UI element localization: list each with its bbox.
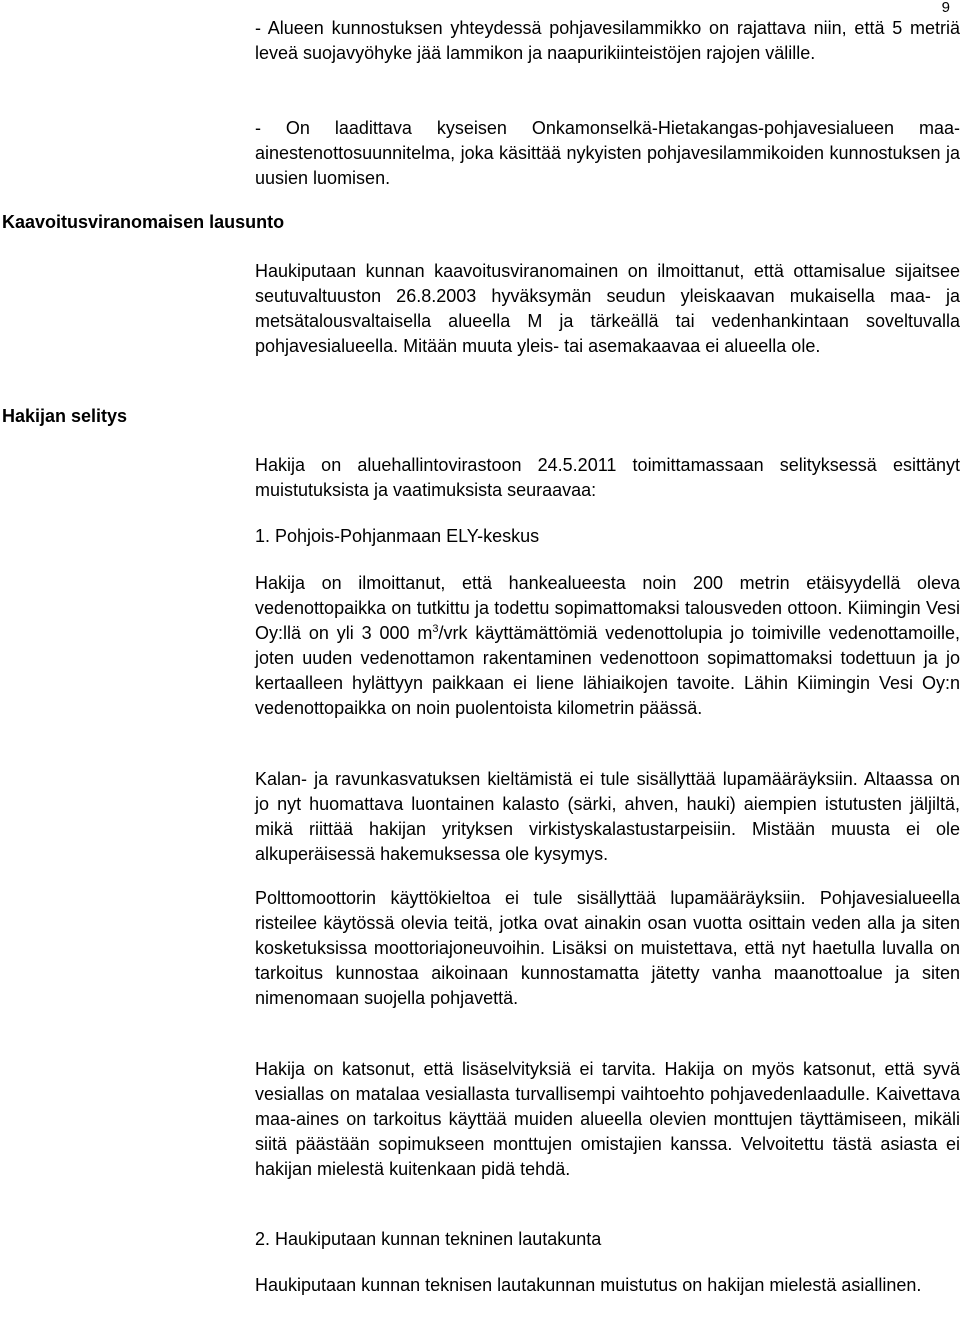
- side-heading-lausunto: Kaavoitusviranomaisen lausunto: [2, 212, 285, 232]
- side-heading-selitys: Hakijan selitys: [2, 406, 128, 426]
- paragraph-vedenottopaikka-text-1: Hakija on ilmoittanut, että hankealueesta noin 200 metrin etäisyydellä oleva vedenottopaikka on tutkittu ja todettu sopimattomaksi talousveden ottoon. Kiimingin Vesi Oy:llä on yli 3 000 m: [255, 573, 960, 643]
- page-number: 9: [941, 0, 950, 16]
- paragraph-vedenottopaikka-text-2: /vrk käyttämättömiä vedenottolupia jo toimiville vedenottamoille, joten uuden vedenottamon rakentaminen vedenottoon sopimattomaksi todettuun ja jo kertaalleen hylättyyn paikkaan ei liene lähiaikojen tavoite. Lähin Kiimingin Vesi Oy:n vedenottopaikka on noin puolentoista kilometrin päässä.: [255, 623, 960, 718]
- paragraph-vedenottopaikka: [255, 571, 960, 721]
- section-heading-ely: 1. Pohjois-Pohjanmaan ELY-keskus: [255, 526, 540, 546]
- paragraph-kaavoitus: Haukiputaan kunnan kaavoitusviranomainen on ilmoittanut, että ottamisalue sijaitsee seutuvaltuuston 26.8.2003 hyväksymän seudun yleiskaavan mukaisella maa- ja metsätalousvaltaisella alueella M ja tärkeällä tai vedenhankintaan soveltuvalla pohjavesialueella. Mitään muuta yleis- tai asemakaavaa ei alueella ole.: [255, 261, 960, 356]
- paragraph-kalankasvatus: Kalan- ja ravunkasvatuksen kieltämistä ei tule sisällyttää lupamääräyksiin. Altaassa on jo nyt huomattava luontainen kalasto (särki, ahven, hauki) aiempien istutusten jäljiltä, mikä riittää hakijan yrityksen virkistyskalastustarpeisiin. Mistään muusta ei ole alkuperäisessä hakemuksessa ole kysymys.: [255, 769, 960, 864]
- paragraph-suojavyohyke: - Alueen kunnostuksen yhteydessä pohjavesilammikko on rajattava niin, että 5 metriä leveä suojavyöhyke jää lammikon ja naapurikiinteistöjen rajojen välille.: [255, 18, 960, 63]
- paragraph-selitys-intro: Hakija on aluehallintovirastoon 24.5.2011 toimittamassaan selityksessä esittänyt muistutuksista ja vaatimuksista seuraavaa:: [255, 455, 960, 500]
- paragraph-polttomoottori: Polttomoottorin käyttökieltoa ei tule sisällyttää lupamääräyksiin. Pohjavesialueella risteilee käytössä olevia teitä, jotka ovat ainakin osan vuotta osittain veden alla ja siten kosketuksissa moottoriajoneuvoihin. Lisäksi on muistettava, että nyt haetulla luvalla on tarkoitus kunnostaa aikoinaan kunnostamatta jätetty vanha maanottoalue ja siten nimenomaan suojella pohjavettä.: [255, 888, 960, 1008]
- paragraph-ottosuunnitelma: - On laadittava kyseisen Onkamonselkä-Hietakangas-pohjavesialueen maa-ainestenottosuunnitelma, joka käsittää nykyisten pohjavesilammikoiden kunnostuksen ja uusien luomisen.: [255, 118, 960, 188]
- superscript-cubic: 3: [432, 623, 439, 635]
- paragraph-lautakunta: Haukiputaan kunnan teknisen lautakunnan muistutus on hakijan mielestä asiallinen.: [255, 1275, 922, 1295]
- section-heading-lautakunta: 2. Haukiputaan kunnan tekninen lautakunta: [255, 1229, 602, 1249]
- paragraph-lisaselvitykset: Hakija on katsonut, että lisäselvityksiä ei tarvita. Hakija on myös katsonut, että syvä vesiallas on matalaa vesiallasta turvallisempi vaihtoehto pohjavedenlaadulle. Kaivettava maa-aines on tarkoitus käyttää muiden alueella olevien monttujen täyttämiseen, mikäli siitä päästään sopimukseen monttujen omistajien kanssa. Velvoitettu tästä asiasta ei hakijan mielestä kuitenkaan pidä tehdä.: [255, 1059, 960, 1179]
